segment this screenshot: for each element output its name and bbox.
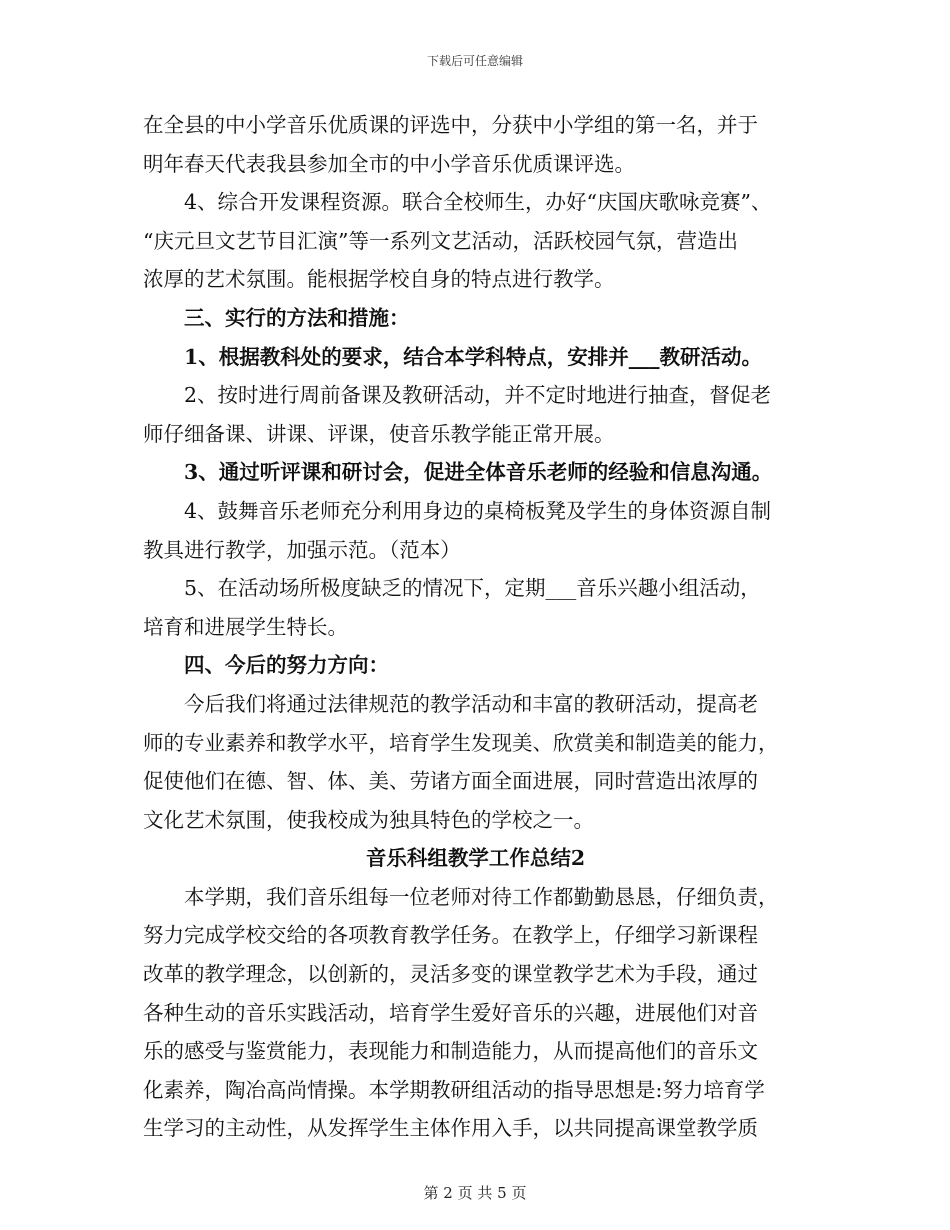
text-line: 努力完成学校交给的各项教育教学任务。在教学上，仔细学习新课程 [143,923,758,948]
text-line: 生学习的主动性，从发挥学生主体作用入手，以共同提高课堂教学质 [143,1116,758,1141]
bold-line: 3、通过听评课和研讨会，促进全体音乐老师的经验和信息沟通。 [184,460,773,485]
text-line: 化素养，陶冶高尚情操。本学期教研组活动的指导思想是:努力培育学 [143,1077,765,1102]
text-line: 今后我们将通过法律规范的教学活动和丰富的教研活动，提高老 [184,691,758,716]
text-line: 乐的感受与鉴赏能力，表现能力和制造能力，从而提高他们的音乐文 [143,1039,758,1064]
text-line: 各种生动的音乐实践活动，培育学生爱好音乐的兴趣，进展他们对音 [143,1000,758,1025]
text-line: 教具进行教学，加强示范。（范本） [143,537,461,562]
text-line: 4、综合开发课程资源。联合全校师生，办好“庆国庆歌咏竞赛”、 [184,190,772,215]
text-line: 师仔细备课、讲课、评课，使音乐教学能正常开展。 [143,421,615,446]
text-line: “庆元旦文艺节目汇演”等一系列文艺活动，活跃校园气氛，营造出 [143,228,738,253]
text-line: 5、在活动场所极度缺乏的情况下，定期___音乐兴趣小组活动， [184,576,761,601]
text-line: 2、按时进行周前备课及教研活动，并不定时地进行抽查，督促老 [184,383,772,408]
page-footer: 第 2 页 共 5 页 [423,1184,527,1202]
article-title: 音乐科组教学工作总结2 [365,846,586,871]
text-line: 促使他们在德、智、体、美、劳诸方面全面进展，同时营造出浓厚的 [143,769,758,794]
text-line: 文化艺术氛围，使我校成为独具特色的学校之一。 [143,807,594,832]
page-header: 下载后可任意编辑 [426,54,523,68]
document-body [143,106,808,1148]
text-line: 浓厚的艺术氛围。能根据学校自身的特点进行教学。 [143,267,615,292]
section-heading: 四、今后的努力方向： [184,653,389,678]
text-line: 在全县的中小学音乐优质课的评选中，分获中小学组的第一名，并于 [143,113,758,137]
text-line: 培育和进展学生特长。 [143,614,348,639]
text-line: 改革的教学理念，以创新的，灵活多变的课堂教学艺术为手段，通过 [143,962,758,987]
text-line: 本学期，我们音乐组每一位老师对待工作都勤勤恳恳，仔细负责， [184,884,779,909]
section-heading: 三、实行的方法和措施： [184,305,410,330]
text-line: 明年春天代表我县参加全市的中小学音乐优质课评选。 [143,151,635,176]
text-line: 4、鼓舞音乐老师充分利用身边的桌椅板凳及学生的身体资源自制 [184,498,772,523]
text-line: 师的专业素养和教学水平，培育学生发现美、欣赏美和制造美的能力， [143,730,779,755]
bold-line: 1、根据教科处的要求，结合本学科特点，安排并___教研活动。 [184,344,763,369]
